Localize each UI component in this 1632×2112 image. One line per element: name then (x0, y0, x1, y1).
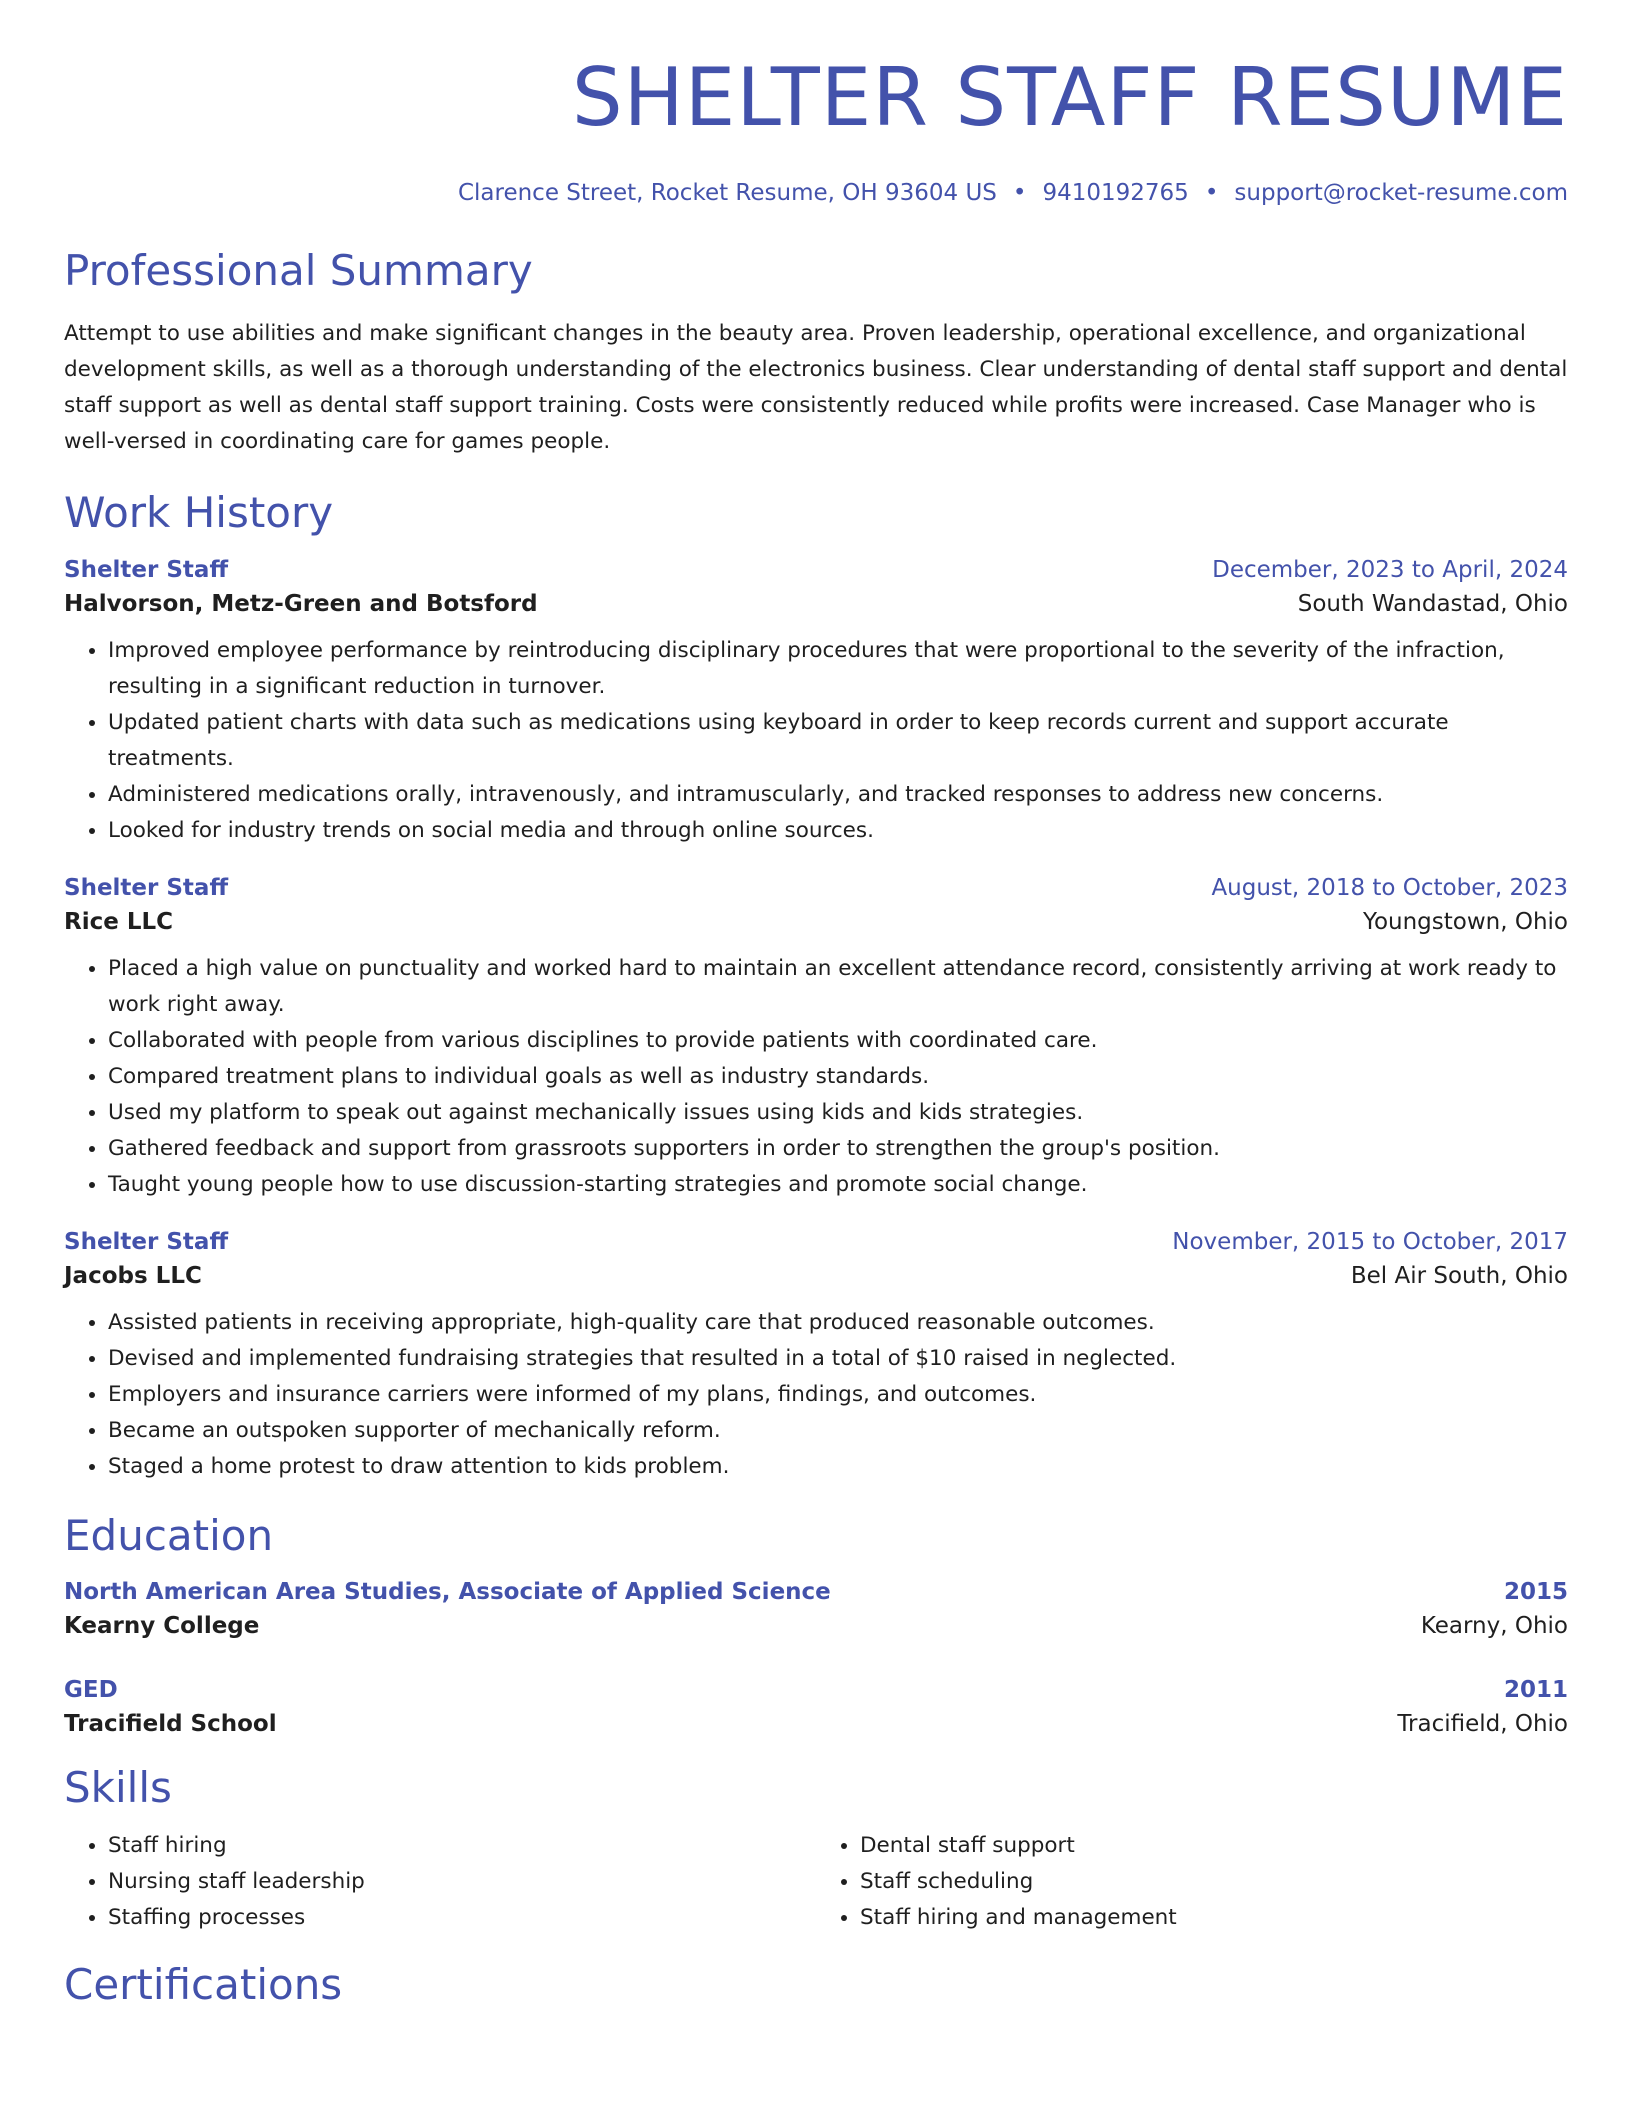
job-company-row (64, 591, 1568, 617)
list-item: • Used my platform to speak out against mechanically issues using kids and kids strategies. (108, 1095, 1568, 1131)
list-item: • Improved employee performance by reintroducing disciplinary procedures that were proportional to the severity of the infraction, resulting in a significant reduction in turnover. (108, 633, 1568, 705)
list-item: • Dental staff support (860, 1828, 1568, 1864)
job-company: Halvorson, Metz-Green and Botsford (64, 590, 538, 617)
education-entry (64, 1579, 1568, 1639)
list-item: • Assisted patients in receiving appropriate, high-quality care that produced reasonable outcomes. (108, 1305, 1568, 1341)
education-degree: North American Area Studies, Associate of Applied Science (64, 1579, 831, 1606)
education-year: 2011 (1503, 1677, 1568, 1704)
phone: 9410192765 (1042, 180, 1189, 206)
list-item: • Staffing processes (108, 1900, 816, 1936)
job-location: South Wandastad, Ohio (1297, 590, 1568, 617)
list-item: • Became an outspoken supporter of mechanically reform. (108, 1413, 1568, 1449)
education-degree: GED (64, 1677, 118, 1704)
education-school-row (64, 1711, 1568, 1737)
job-location: Youngstown, Ohio (1362, 908, 1568, 935)
list-item: • Employers and insurance carriers were informed of my plans, findings, and outcomes. (108, 1377, 1568, 1413)
list-item: • Nursing staff leadership (108, 1864, 816, 1900)
education-school: Tracifield School (64, 1711, 277, 1738)
job-company: Jacobs LLC (64, 1262, 202, 1289)
education-section (64, 1511, 1568, 1737)
list-item: • Devised and implemented fundraising strategies that resulted in a total of $10 raised in neglected. (108, 1341, 1568, 1377)
list-item: • Staged a home protest to draw attention to kids problem. (108, 1449, 1568, 1485)
job-title: Shelter Staff (64, 1228, 229, 1255)
resume-title: SHELTER STAFF RESUME (571, 51, 1568, 144)
education-year: 2015 (1503, 1579, 1568, 1606)
job-title: Shelter Staff (64, 874, 229, 901)
education-location: Tracifield, Ohio (1397, 1711, 1568, 1738)
list-item: • Collaborated with people from various disciplines to provide patients with coordinated care. (108, 1023, 1568, 1059)
section-heading-education: Education (64, 1510, 274, 1560)
summary-section (64, 246, 1568, 460)
work-history-section (64, 488, 1568, 1484)
list-item: • Looked for industry trends on social media and through online sources. (108, 813, 1568, 849)
job-dates: December, 2023 to April, 2024 (1212, 556, 1568, 583)
job-entry (64, 875, 1568, 1203)
job-entry (64, 557, 1568, 849)
education-location: Kearny, Ohio (1420, 1613, 1568, 1640)
education-entry (64, 1677, 1568, 1737)
section-heading-work-history: Work History (64, 488, 334, 538)
resume-page (64, 0, 1568, 2010)
job-header-row (64, 875, 1568, 901)
email: support@rocket-resume.com (1234, 180, 1568, 206)
job-entry (64, 1229, 1568, 1485)
list-item: • Gathered feedback and support from grassroots supporters in order to strengthen the group's position. (108, 1131, 1568, 1167)
job-company: Rice LLC (64, 908, 174, 935)
list-item: • Administered medications orally, intravenously, and intramuscularly, and tracked responses to address new concerns. (108, 777, 1568, 813)
skills-list-right (816, 1828, 1568, 1936)
job-bullets (64, 1305, 1568, 1485)
job-bullets (64, 633, 1568, 849)
list-item: • Taught young people how to use discussion-starting strategies and promote social change. (108, 1167, 1568, 1203)
contact-separator: • (1012, 180, 1027, 206)
list-item: • Staff hiring (108, 1828, 816, 1864)
job-header-row (64, 557, 1568, 583)
list-item: • Updated patient charts with data such as medications using keyboard in order to keep records current and support accurate treatments. (108, 705, 1568, 777)
job-company-row (64, 909, 1568, 935)
certifications-section (64, 1960, 1568, 2010)
job-bullets (64, 951, 1568, 1203)
job-header-row (64, 1229, 1568, 1255)
job-title: Shelter Staff (64, 556, 229, 583)
contact-line (64, 180, 1568, 206)
job-location: Bel Air South, Ohio (1350, 1262, 1568, 1289)
job-company-row (64, 1263, 1568, 1289)
education-header-row (64, 1677, 1568, 1703)
summary-text: Attempt to use abilities and make significant changes in the beauty area. Proven leadership, operational excellence, and organizational development skills, as well as a thorough understanding of the electronics business. Clear understanding of dental staff support and dental staff support as well as dental staff support training. Costs were consistently reduced while profits were increased. Case Manager who is well-versed in coordinating care for games people. (64, 321, 1568, 455)
section-heading-skills: Skills (64, 1763, 172, 1813)
education-header-row (64, 1579, 1568, 1605)
skills-grid (64, 1828, 1568, 1936)
list-item: • Compared treatment plans to individual goals as well as industry standards. (108, 1059, 1568, 1095)
skills-list-left (64, 1828, 816, 1936)
skills-section (64, 1763, 1568, 1935)
education-school-row (64, 1613, 1568, 1639)
list-item: • Staff scheduling (860, 1864, 1568, 1900)
address: Clarence Street, Rocket Resume, OH 93604 US (457, 180, 997, 206)
job-dates: August, 2018 to October, 2023 (1211, 874, 1568, 901)
contact-separator: • (1204, 180, 1219, 206)
education-school: Kearny College (64, 1613, 260, 1640)
list-item: • Placed a high value on punctuality and worked hard to maintain an excellent attendance record, consistently arriving at work ready to work right away. (108, 951, 1568, 1023)
list-item: • Staff hiring and management (860, 1900, 1568, 1936)
section-heading-summary: Professional Summary (64, 246, 533, 295)
job-dates: November, 2015 to October, 2017 (1172, 1228, 1568, 1255)
section-heading-certifications: Certifications (64, 1959, 343, 2009)
